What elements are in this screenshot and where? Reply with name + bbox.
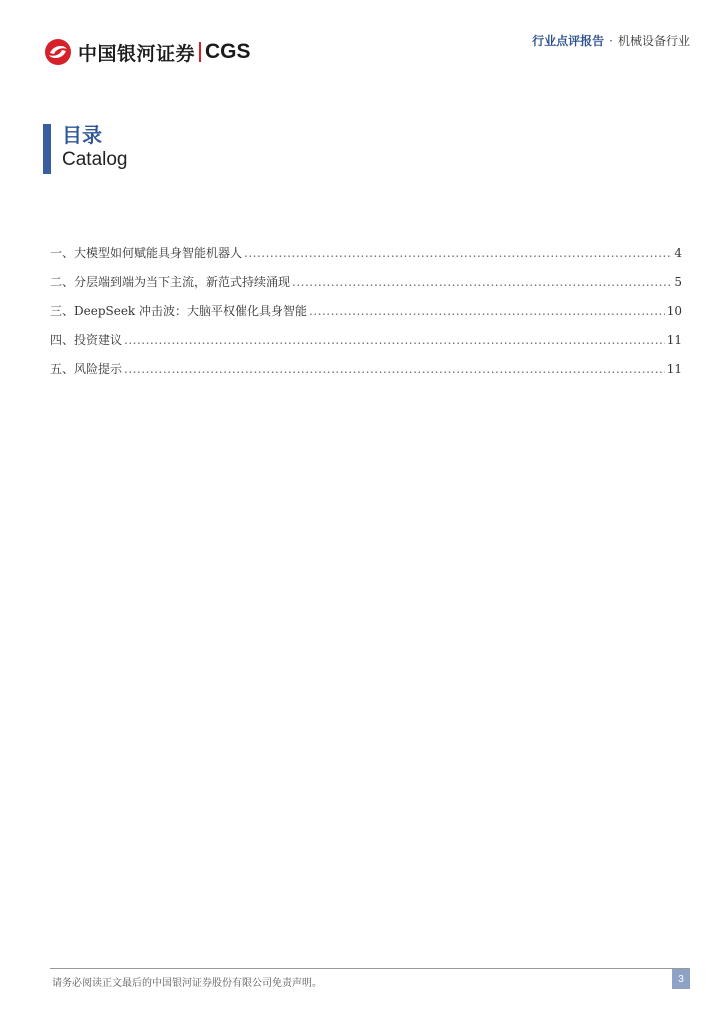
footer-divider [50,968,690,969]
toc-entry[interactable] [50,331,682,360]
toc-entry[interactable] [50,302,682,331]
report-category [532,32,690,49]
toc-entry-label: 二、分层端到端为当下主流，新范式持续涌现 [50,275,291,289]
logo-text-en: CGS [205,40,251,63]
page-title-cn: 目录 [62,123,102,147]
cgs-logo-icon [44,38,72,66]
page-title-en: Catalog [62,149,128,170]
toc-dot-leader [309,304,665,318]
toc-entry-label: 四、投资建议 [50,333,123,347]
report-type-separator: · [609,33,613,48]
toc-entry-page: 4 [674,246,682,260]
report-type-label: 行业点评报告 [532,34,605,48]
toc-entry-label: 五、风险提示 [50,362,123,376]
toc-dot-leader [124,333,665,347]
title-accent-bar [43,124,51,174]
toc-entry-label: 一、大模型如何赋能具身智能机器人 [50,246,243,260]
toc-entry-page: 11 [666,333,682,347]
table-of-contents [50,244,682,389]
toc-dot-leader [244,246,672,260]
logo-text-cn: 中国银河证券 [78,42,196,65]
toc-entry-label: 三、DeepSeek 冲击波：大脑平权催化具身智能 [50,304,308,318]
toc-dot-leader [292,275,672,289]
toc-entry-page: 10 [666,304,682,318]
toc-entry[interactable] [50,360,682,389]
page-number: 3 [672,969,690,989]
footer-disclaimer: 请务必阅读正文最后的中国银河证券股份有限公司免责声明。 [52,978,322,989]
toc-dot-leader [124,362,665,376]
logo-separator [199,42,201,62]
company-logo [44,38,251,66]
industry-label: 机械设备行业 [617,34,690,48]
toc-entry[interactable] [50,273,682,302]
toc-entry-page: 11 [666,362,682,376]
toc-entry[interactable] [50,244,682,273]
toc-entry-page: 5 [674,275,682,289]
